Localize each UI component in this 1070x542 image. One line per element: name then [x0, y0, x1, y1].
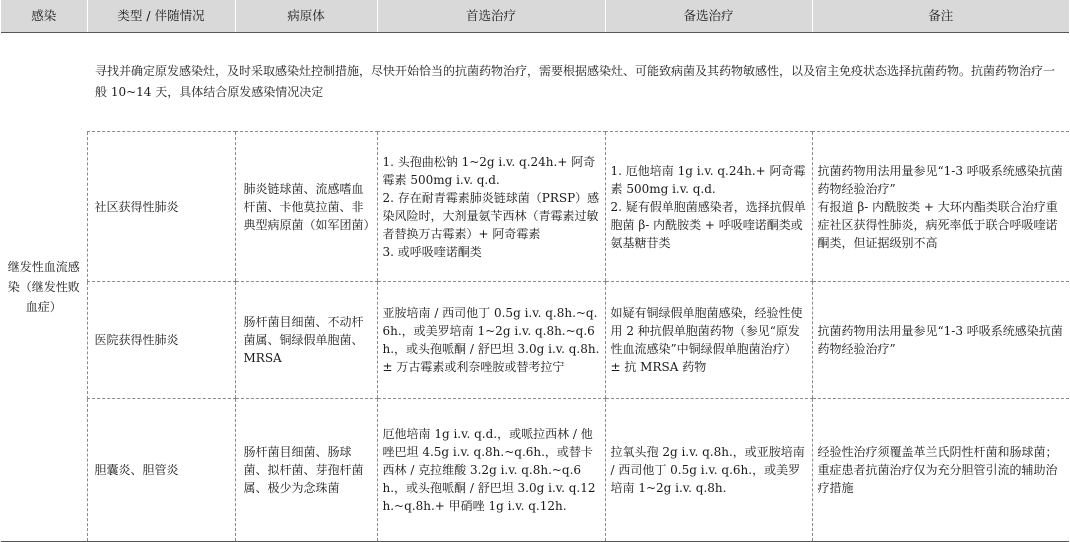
- alternative-cell: 拉氧头孢 2g i.v. q.8h.，或亚胺培南 / 西司他丁 0.5g i.v. q.6h.，或美罗培南 1~2g i.v. q.8h.: [605, 399, 812, 542]
- pathogen-cell: 肠杆菌目细菌、不动杆菌属、铜绿假单胞菌、MRSA: [235, 282, 377, 399]
- type-cell: 社区获得性肺炎: [87, 132, 235, 282]
- header-type: 类型 / 伴随情况: [87, 0, 235, 33]
- alternative-cell: 1. 厄他培南 1g i.v. q.24h.+ 阿奇霉素 500mg i.v. q.d. 2. 疑有假单胞菌感染者，选择抗假单胞菌 β- 内酰胺类 + 呼吸喹诺酮类或氨基糖苷类: [605, 132, 812, 282]
- pathogen-cell: 肺炎链球菌、流感嗜血杆菌、卡他莫拉菌、非典型病原菌（如军团菌）: [235, 132, 377, 282]
- type-cell: 医院获得性肺炎: [87, 282, 235, 399]
- header-alternative: 备选治疗: [605, 0, 812, 33]
- header-row: [1, 0, 1069, 33]
- note-cell: 抗菌药物用法用量参见“1-3 呼吸系统感染抗菌药物经验治疗”: [812, 282, 1069, 399]
- header-pathogen: 病原体: [235, 0, 377, 33]
- header-first-line: 首选治疗: [377, 0, 605, 33]
- intro-text: 寻找并确定原发感染灶，及时采取感染灶控制措施，尽快开始恰当的抗菌药物治疗，需要根据感染灶、可能致病菌及其药物敏感性，以及宿主免疫状态选择抗菌药物。抗菌药物治疗一般 10~14 天，具体结合原发感染情况决定: [87, 33, 1069, 132]
- first-line-cell: 亚胺培南 / 西司他丁 0.5g i.v. q.8h.~q.6h.，或美罗培南 1~2g i.v. q.8h.~q.6h.，或头孢哌酮 / 舒巴坦 3.0g i.v. q.8h. ± 万古霉素或利奈唑胺或替考拉宁: [377, 282, 605, 399]
- table-row: [1, 399, 1069, 542]
- first-line-cell: 厄他培南 1g i.v. q.d.，或哌拉西林 / 他唑巴坦 4.5g i.v. q.8h.~q.6h.，或替卡西林 / 克拉维酸 3.2g i.v. q.8h.~q.6h.，或头孢哌酮 / 舒巴坦 3.0g i.v. q.12h.~q.8h.+ 甲硝唑 1g i.v. q.12h.: [377, 399, 605, 542]
- alternative-cell: 如疑有铜绿假单胞菌感染，经验性使用 2 种抗假单胞菌药物（参见“原发性血流感染”中铜绿假单胞菌治疗）± 抗 MRSA 药物: [605, 282, 812, 399]
- table-row: [1, 132, 1069, 282]
- header-infection: 感染: [1, 0, 87, 33]
- pathogen-cell: 肠杆菌目细菌、肠球菌、拟杆菌、芽孢杆菌属、极少为念珠菌: [235, 399, 377, 542]
- table-row: [1, 282, 1069, 399]
- first-line-cell: 1. 头孢曲松钠 1~2g i.v. q.24h.+ 阿奇霉素 500mg i.v. q.d. 2. 存在耐青霉素肺炎链球菌（PRSP）感染风险时，大剂量氨苄西林（青霉素过敏者替换万古霉素）+ 阿奇霉素 3. 或呼吸喹诺酮类: [377, 132, 605, 282]
- infection-cell: 继发性血流感染（继发性败血症）: [1, 33, 87, 542]
- type-cell: 胆囊炎、胆管炎: [87, 399, 235, 542]
- note-cell: 抗菌药物用法用量参见“1-3 呼吸系统感染抗菌药物经验治疗” 有报道 β- 内酰胺类 + 大环内酯类联合治疗重症社区获得性肺炎，病死率低于联合呼吸喹诺酮类，但证据级别不高: [812, 132, 1069, 282]
- note-cell: 经验性治疗须覆盖革兰氏阴性杆菌和肠球菌；重症患者抗菌治疗仅为充分胆管引流的辅助治疗措施: [812, 399, 1069, 542]
- intro-row: [1, 33, 1069, 132]
- treatment-table: [1, 0, 1069, 542]
- header-note: 备注: [812, 0, 1069, 33]
